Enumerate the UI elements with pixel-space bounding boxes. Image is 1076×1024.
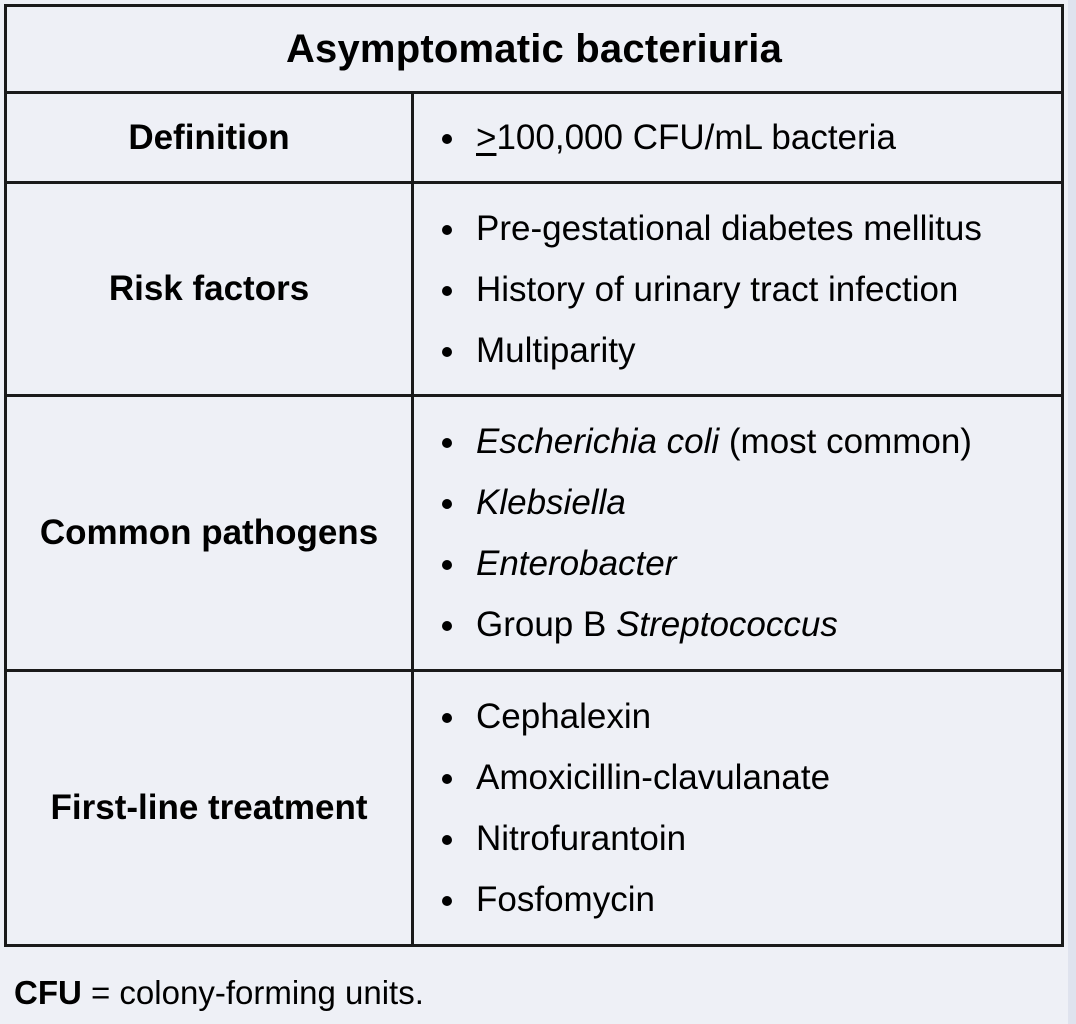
list-item: Fosfomycin — [438, 869, 1061, 930]
list-item — [438, 594, 1061, 655]
footnote-definition: = colony-forming units. — [81, 974, 424, 1011]
list-item — [438, 533, 1061, 594]
row-content-treatment — [413, 671, 1063, 946]
table-row-pathogens — [6, 396, 1063, 671]
table-row-definition — [6, 93, 1063, 183]
list-item: Pre-gestational diabetes mellitus — [438, 198, 1061, 259]
list-item-text: 100,000 CFU/mL bacteria — [496, 118, 896, 157]
list-item — [438, 411, 1061, 472]
row-label-treatment: First-line treatment — [6, 671, 413, 946]
list-item: History of urinary tract infection — [438, 259, 1061, 320]
row-content-pathogens — [413, 396, 1063, 671]
table-row-treatment — [6, 671, 1063, 946]
pathogen-name: Escherichia coli — [476, 422, 720, 461]
footnote — [14, 974, 424, 1012]
row-label-risk-factors: Risk factors — [6, 183, 413, 396]
list-item — [438, 472, 1061, 533]
pathogen-name: Enterobacter — [476, 544, 677, 583]
table-row-risk-factors — [6, 183, 1063, 396]
list-item: Nitrofurantoin — [438, 808, 1061, 869]
footnote-abbreviation: CFU — [14, 974, 82, 1011]
pathogen-note: (most common) — [719, 422, 972, 461]
title-row — [6, 6, 1063, 93]
list-item: Multiparity — [438, 320, 1061, 381]
list-item: Amoxicillin-clavulanate — [438, 747, 1061, 808]
list-item — [438, 107, 1061, 168]
pathogen-name: Streptococcus — [616, 605, 838, 644]
pathogen-prefix: Group B — [476, 605, 617, 644]
page-edge — [1068, 0, 1076, 1024]
greater-equal-symbol: > — [476, 118, 497, 157]
table-title: Asymptomatic bacteriuria — [6, 6, 1063, 93]
info-table — [4, 4, 1064, 947]
row-content-definition — [413, 93, 1063, 183]
row-content-risk-factors — [413, 183, 1063, 396]
pathogen-name: Klebsiella — [476, 483, 626, 522]
row-label-definition: Definition — [6, 93, 413, 183]
row-label-pathogens: Common pathogens — [6, 396, 413, 671]
list-item: Cephalexin — [438, 686, 1061, 747]
